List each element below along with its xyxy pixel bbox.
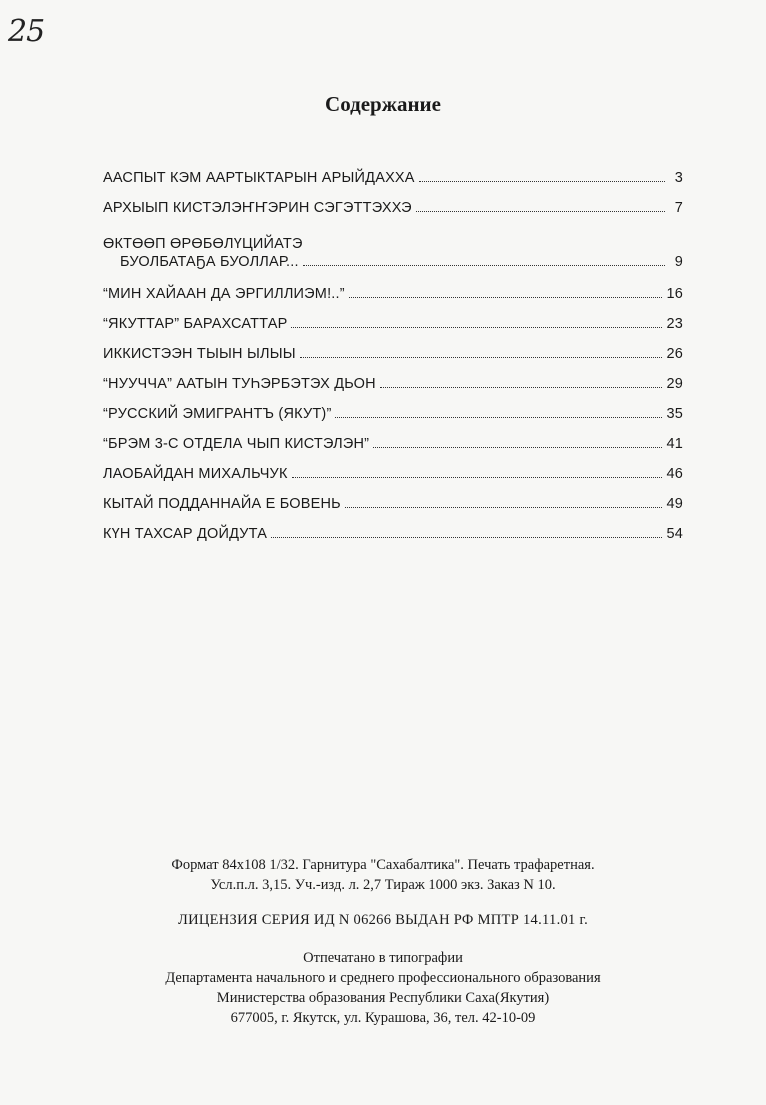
table-of-contents (103, 170, 683, 556)
imprint-line: Отпечатано в типографии (303, 950, 463, 966)
toc-entry (103, 346, 683, 376)
leader-dots (335, 417, 662, 418)
toc-entry-page: 54 (666, 526, 683, 542)
toc-entry-page: 29 (666, 376, 683, 392)
leader-dots (380, 387, 663, 388)
toc-entry (103, 170, 683, 200)
toc-entry-page: 23 (666, 316, 683, 332)
toc-entry-label: ЛАОБАЙДАН МИХАЛЬЧУК (103, 466, 288, 482)
toc-entry-label: “БРЭМ 3-С ОТДЕЛА ЧЫП КИСТЭЛЭН” (103, 436, 370, 452)
imprint-line: 677005, г. Якутск, ул. Курашова, 36, тел. 42-10-09 (230, 1010, 536, 1026)
toc-entry (103, 316, 683, 346)
toc-entry-page: 49 (666, 496, 683, 512)
handwritten-page-number: 25 (8, 14, 45, 49)
toc-entry-label: АРХЫЫП КИСТЭЛЭҤҤЭРИН СЭГЭТТЭХХЭ (103, 200, 412, 216)
imprint-line: Департамента начального и среднего профессионального образования (165, 970, 601, 986)
toc-entry-label: “РУССКИЙ ЭМИГРАНТЪ (ЯКУТ)” (103, 406, 332, 422)
toc-entry-page: 16 (666, 286, 683, 302)
toc-entry (103, 230, 683, 286)
toc-entry (103, 466, 683, 496)
imprint-line: Усл.п.л. 3,15. Уч.-изд. л. 2,7 Тираж 1000 экз. Заказ N 10. (210, 877, 556, 893)
toc-entry-label: ААСПЫТ КЭМ ААРТЫКТАРЫН АРЫЙДАХХА (103, 170, 415, 186)
toc-entry-label: “ЯКУТТАР” БАРАХСАТТАР (103, 316, 288, 332)
leader-dots (291, 327, 662, 328)
page-title: Содержание (325, 92, 441, 116)
toc-entry-label: КЫТАЙ ПОДДАННАЙА Е БОВЕНЬ (103, 496, 341, 512)
leader-dots (345, 507, 663, 508)
toc-entry-page: 26 (666, 346, 683, 362)
leader-dots (271, 537, 662, 538)
leader-dots (300, 357, 663, 358)
imprint-printer (0, 948, 766, 1028)
leader-dots (416, 211, 665, 212)
toc-entry-page: 7 (674, 200, 683, 216)
toc-entry-label: ӨКТӨӨП ӨРӨБӨЛҮЦИЙАТЭ (103, 236, 303, 252)
leader-dots (292, 477, 663, 478)
imprint-format (0, 855, 766, 895)
leader-dots (373, 447, 662, 448)
toc-entry (103, 286, 683, 316)
imprint-license: ЛИЦЕНЗИЯ СЕРИЯ ИД N 06266 ВЫДАН РФ МПТР 14.11.01 г. (177, 912, 589, 928)
toc-entry-label-continued: БУОЛБАТАҔА БУОЛЛАР... (120, 254, 299, 270)
toc-entry (103, 496, 683, 526)
toc-entry-page: 41 (666, 436, 683, 452)
toc-entry-label: КҮН ТАХСАР ДОЙДУТА (103, 526, 268, 542)
toc-entry (103, 406, 683, 436)
toc-entry-page: 46 (666, 466, 683, 482)
leader-dots (303, 265, 665, 266)
toc-entry (103, 526, 683, 556)
toc-entry-label: ИККИСТЭЭН ТЫЫН ЫЛЫЫ (103, 346, 296, 362)
imprint-line: Формат 84х108 1/32. Гарнитура "Сахабалтика". Печать трафаретная. (171, 857, 595, 873)
toc-entry-page: 3 (674, 170, 683, 186)
toc-entry (103, 200, 683, 230)
leader-dots (349, 297, 663, 298)
toc-entry-page: 35 (666, 406, 683, 422)
toc-entry-page: 9 (674, 254, 683, 270)
toc-entry-label: “НУУЧЧА” ААТЫН ТУҺЭРБЭТЭХ ДЬОН (103, 376, 376, 392)
toc-entry (103, 376, 683, 406)
imprint-line: Министерства образования Республики Саха(Якутия) (216, 990, 550, 1006)
leader-dots (419, 181, 665, 182)
toc-entry (103, 436, 683, 466)
toc-entry-label: “МИН ХАЙААН ДА ЭРГИЛЛИЭМ!..” (103, 286, 345, 302)
